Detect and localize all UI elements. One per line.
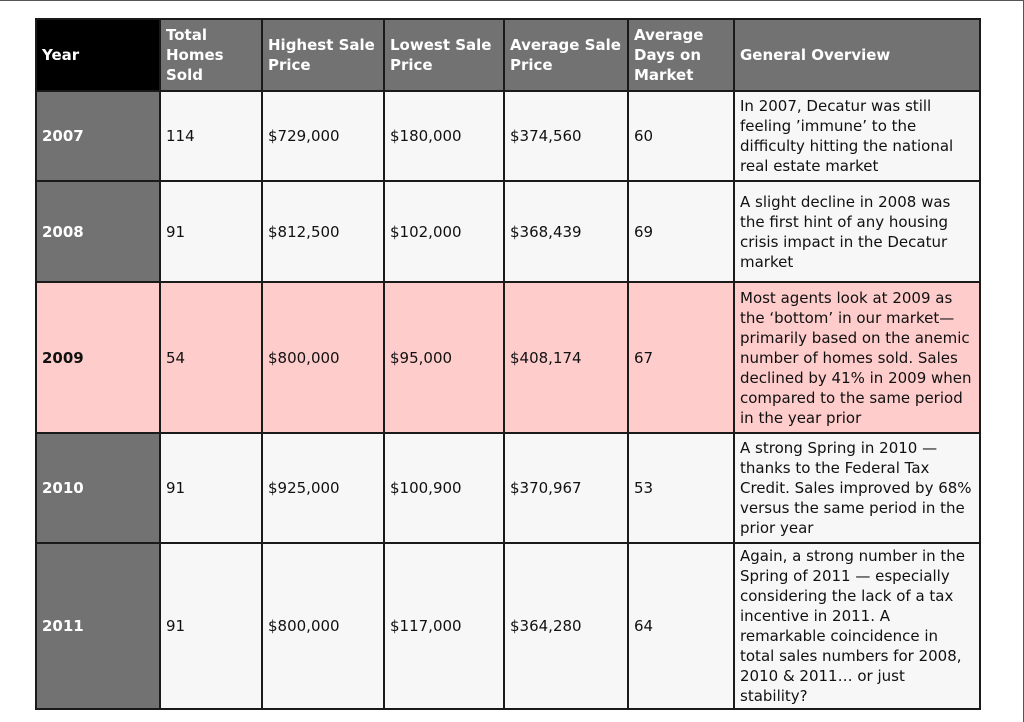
overview-cell: Again, a strong number in the Spring of 2011 — especially considering the lack of a tax incentive in 2011. A remarkable coincidence in total sales numbers for 2008, 2010 & 2011… or just stability? xyxy=(734,543,980,709)
average-price-cell: $364,280 xyxy=(504,543,628,709)
average-price-cell: $408,174 xyxy=(504,282,628,433)
header-general-overview: General Overview xyxy=(734,19,980,91)
overview-cell: Most agents look at 2009 as the ‘bottom’ in our market—primarily based on the anemic number of homes sold. Sales declined by 41% in 2009 when compared to the same period in the year prior xyxy=(734,282,980,433)
table-row xyxy=(36,181,980,282)
year-cell: 2011 xyxy=(36,543,160,709)
frame-top-border xyxy=(0,0,1024,1)
overview-cell: A strong Spring in 2010 — thanks to the Federal Tax Credit. Sales improved by 68% versus the same period in the prior year xyxy=(734,433,980,543)
header-average-sale-price: Average Sale Price xyxy=(504,19,628,91)
total-homes-cell: 91 xyxy=(160,543,262,709)
total-homes-cell: 91 xyxy=(160,433,262,543)
total-homes-cell: 91 xyxy=(160,181,262,282)
header-row xyxy=(36,19,980,91)
days-on-market-cell: 69 xyxy=(628,181,734,282)
year-cell: 2008 xyxy=(36,181,160,282)
average-price-cell: $368,439 xyxy=(504,181,628,282)
table-row xyxy=(36,433,980,543)
highest-price-cell: $812,500 xyxy=(262,181,384,282)
table-row xyxy=(36,543,980,709)
total-homes-cell: 54 xyxy=(160,282,262,433)
year-cell: 2009 xyxy=(36,282,160,433)
table-row-highlighted xyxy=(36,282,980,433)
highest-price-cell: $925,000 xyxy=(262,433,384,543)
header-total-homes-sold: Total Homes Sold xyxy=(160,19,262,91)
days-on-market-cell: 60 xyxy=(628,91,734,181)
total-homes-cell: 114 xyxy=(160,91,262,181)
lowest-price-cell: $117,000 xyxy=(384,543,504,709)
year-cell: 2010 xyxy=(36,433,160,543)
highest-price-cell: $800,000 xyxy=(262,282,384,433)
lowest-price-cell: $180,000 xyxy=(384,91,504,181)
overview-cell: In 2007, Decatur was still feeling ’immune’ to the difficulty hitting the national real estate market xyxy=(734,91,980,181)
home-sales-table xyxy=(35,18,981,710)
days-on-market-cell: 67 xyxy=(628,282,734,433)
header-highest-sale-price: Highest Sale Price xyxy=(262,19,384,91)
header-year: Year xyxy=(36,19,160,91)
header-lowest-sale-price: Lowest Sale Price xyxy=(384,19,504,91)
average-price-cell: $374,560 xyxy=(504,91,628,181)
lowest-price-cell: $100,900 xyxy=(384,433,504,543)
lowest-price-cell: $95,000 xyxy=(384,282,504,433)
table-row xyxy=(36,91,980,181)
lowest-price-cell: $102,000 xyxy=(384,181,504,282)
days-on-market-cell: 53 xyxy=(628,433,734,543)
overview-cell: A slight decline in 2008 was the first hint of any housing crisis impact in the Decatur market xyxy=(734,181,980,282)
highest-price-cell: $729,000 xyxy=(262,91,384,181)
highest-price-cell: $800,000 xyxy=(262,543,384,709)
header-average-days-on-market: Average Days on Market xyxy=(628,19,734,91)
year-cell: 2007 xyxy=(36,91,160,181)
days-on-market-cell: 64 xyxy=(628,543,734,709)
average-price-cell: $370,967 xyxy=(504,433,628,543)
